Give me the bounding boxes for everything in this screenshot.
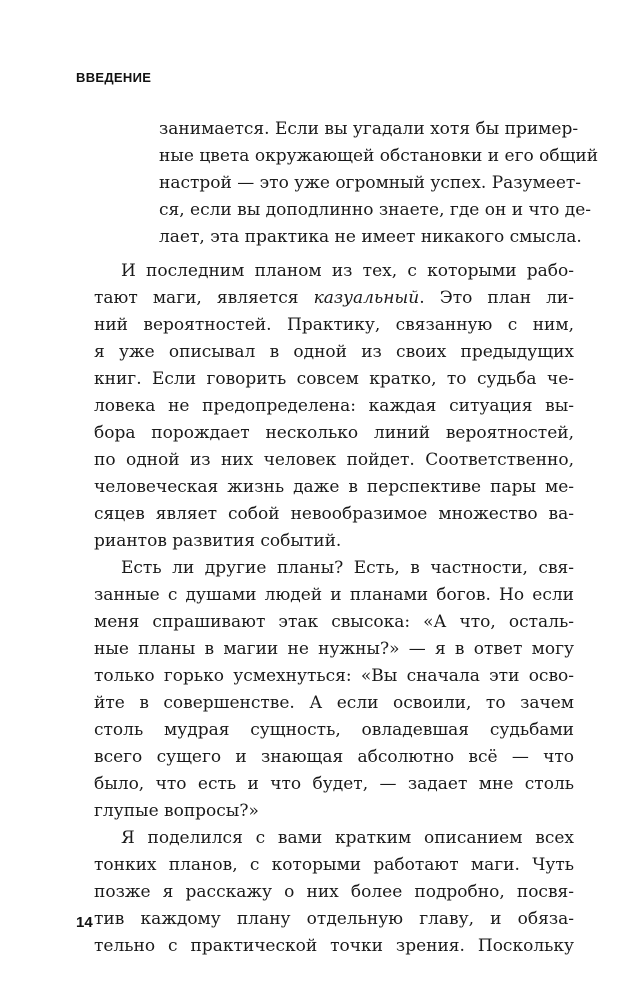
emphasis-term: казуальный xyxy=(313,288,420,308)
text-line: ний вероятностей. Практику, связанную с ним, xyxy=(94,315,574,335)
text-line: было, что есть и что будет, — задает мне столь xyxy=(94,774,574,794)
text-line: по одной из них человек пойдет. Соответственно, xyxy=(94,450,574,470)
text-line: бора порождает несколько линий вероятностей, xyxy=(94,423,574,443)
text-line: занимается. Если вы угадали хотя бы пример- xyxy=(159,119,579,139)
text-line: тают маги, является казуальный. Это план ли- xyxy=(94,288,574,308)
text-line: риантов развития событий. xyxy=(94,531,342,551)
text-line: сяцев являет собой невообразимое множество ва- xyxy=(94,504,574,524)
text-line: тив каждому плану отдельную главу, и обяза- xyxy=(94,909,574,929)
quoted-passage xyxy=(159,116,599,251)
body-text xyxy=(94,258,574,960)
running-head: ВВЕДЕНИЕ xyxy=(76,70,152,85)
text-line: тонких планов, с которыми работают маги. Чуть xyxy=(94,855,574,875)
text-line: настрой — это уже огромный успех. Разумеет- xyxy=(159,173,582,193)
text-line: позже я расскажу о них более подробно, посвя- xyxy=(94,882,574,902)
text-line: Я поделился с вами кратким описанием всех xyxy=(121,828,574,848)
text-line: Есть ли другие планы? Есть, в частности, свя- xyxy=(121,558,574,578)
text-line: столь мудрая сущность, овладевшая судьбами xyxy=(94,720,574,740)
text-line: И последним планом из тех, с которыми рабо- xyxy=(121,261,574,281)
text-line: ные планы в магии не нужны?» — я в ответ могу xyxy=(94,639,574,659)
text-line: глупые вопросы?» xyxy=(94,801,259,821)
text-line: только горько усмехнуться: «Вы сначала эти осво- xyxy=(94,666,574,686)
text-line: книг. Если говорить совсем кратко, то судьба че- xyxy=(94,369,574,389)
text-line: меня спрашивают этак свысока: «А что, осталь- xyxy=(94,612,574,632)
text-line: всего сущего и знающая абсолютно всё — что xyxy=(94,747,574,767)
page-number: 14 xyxy=(76,914,93,931)
text-line: тельно с практической точки зрения. Поскольку xyxy=(94,936,574,956)
paragraph-summary xyxy=(94,825,574,960)
text-line: ловека не предопределена: каждая ситуация вы- xyxy=(94,396,574,416)
paragraph-other-planes xyxy=(94,555,574,825)
text-line: я уже описывал в одной из своих предыдущих xyxy=(94,342,574,362)
paragraph-casual-plan xyxy=(94,258,574,555)
text-line: занные с душами людей и планами богов. Но если xyxy=(94,585,574,605)
text-line: ные цвета окружающей обстановки и его общий xyxy=(159,146,599,166)
text-line: ся, если вы доподлинно знаете, где он и что де- xyxy=(159,200,592,220)
text-line: лает, эта практика не имеет никакого смысла. xyxy=(159,227,582,247)
text-line: йте в совершенстве. А если освоили, то зачем xyxy=(94,693,574,713)
text-line: человеческая жизнь даже в перспективе пары ме- xyxy=(94,477,574,497)
